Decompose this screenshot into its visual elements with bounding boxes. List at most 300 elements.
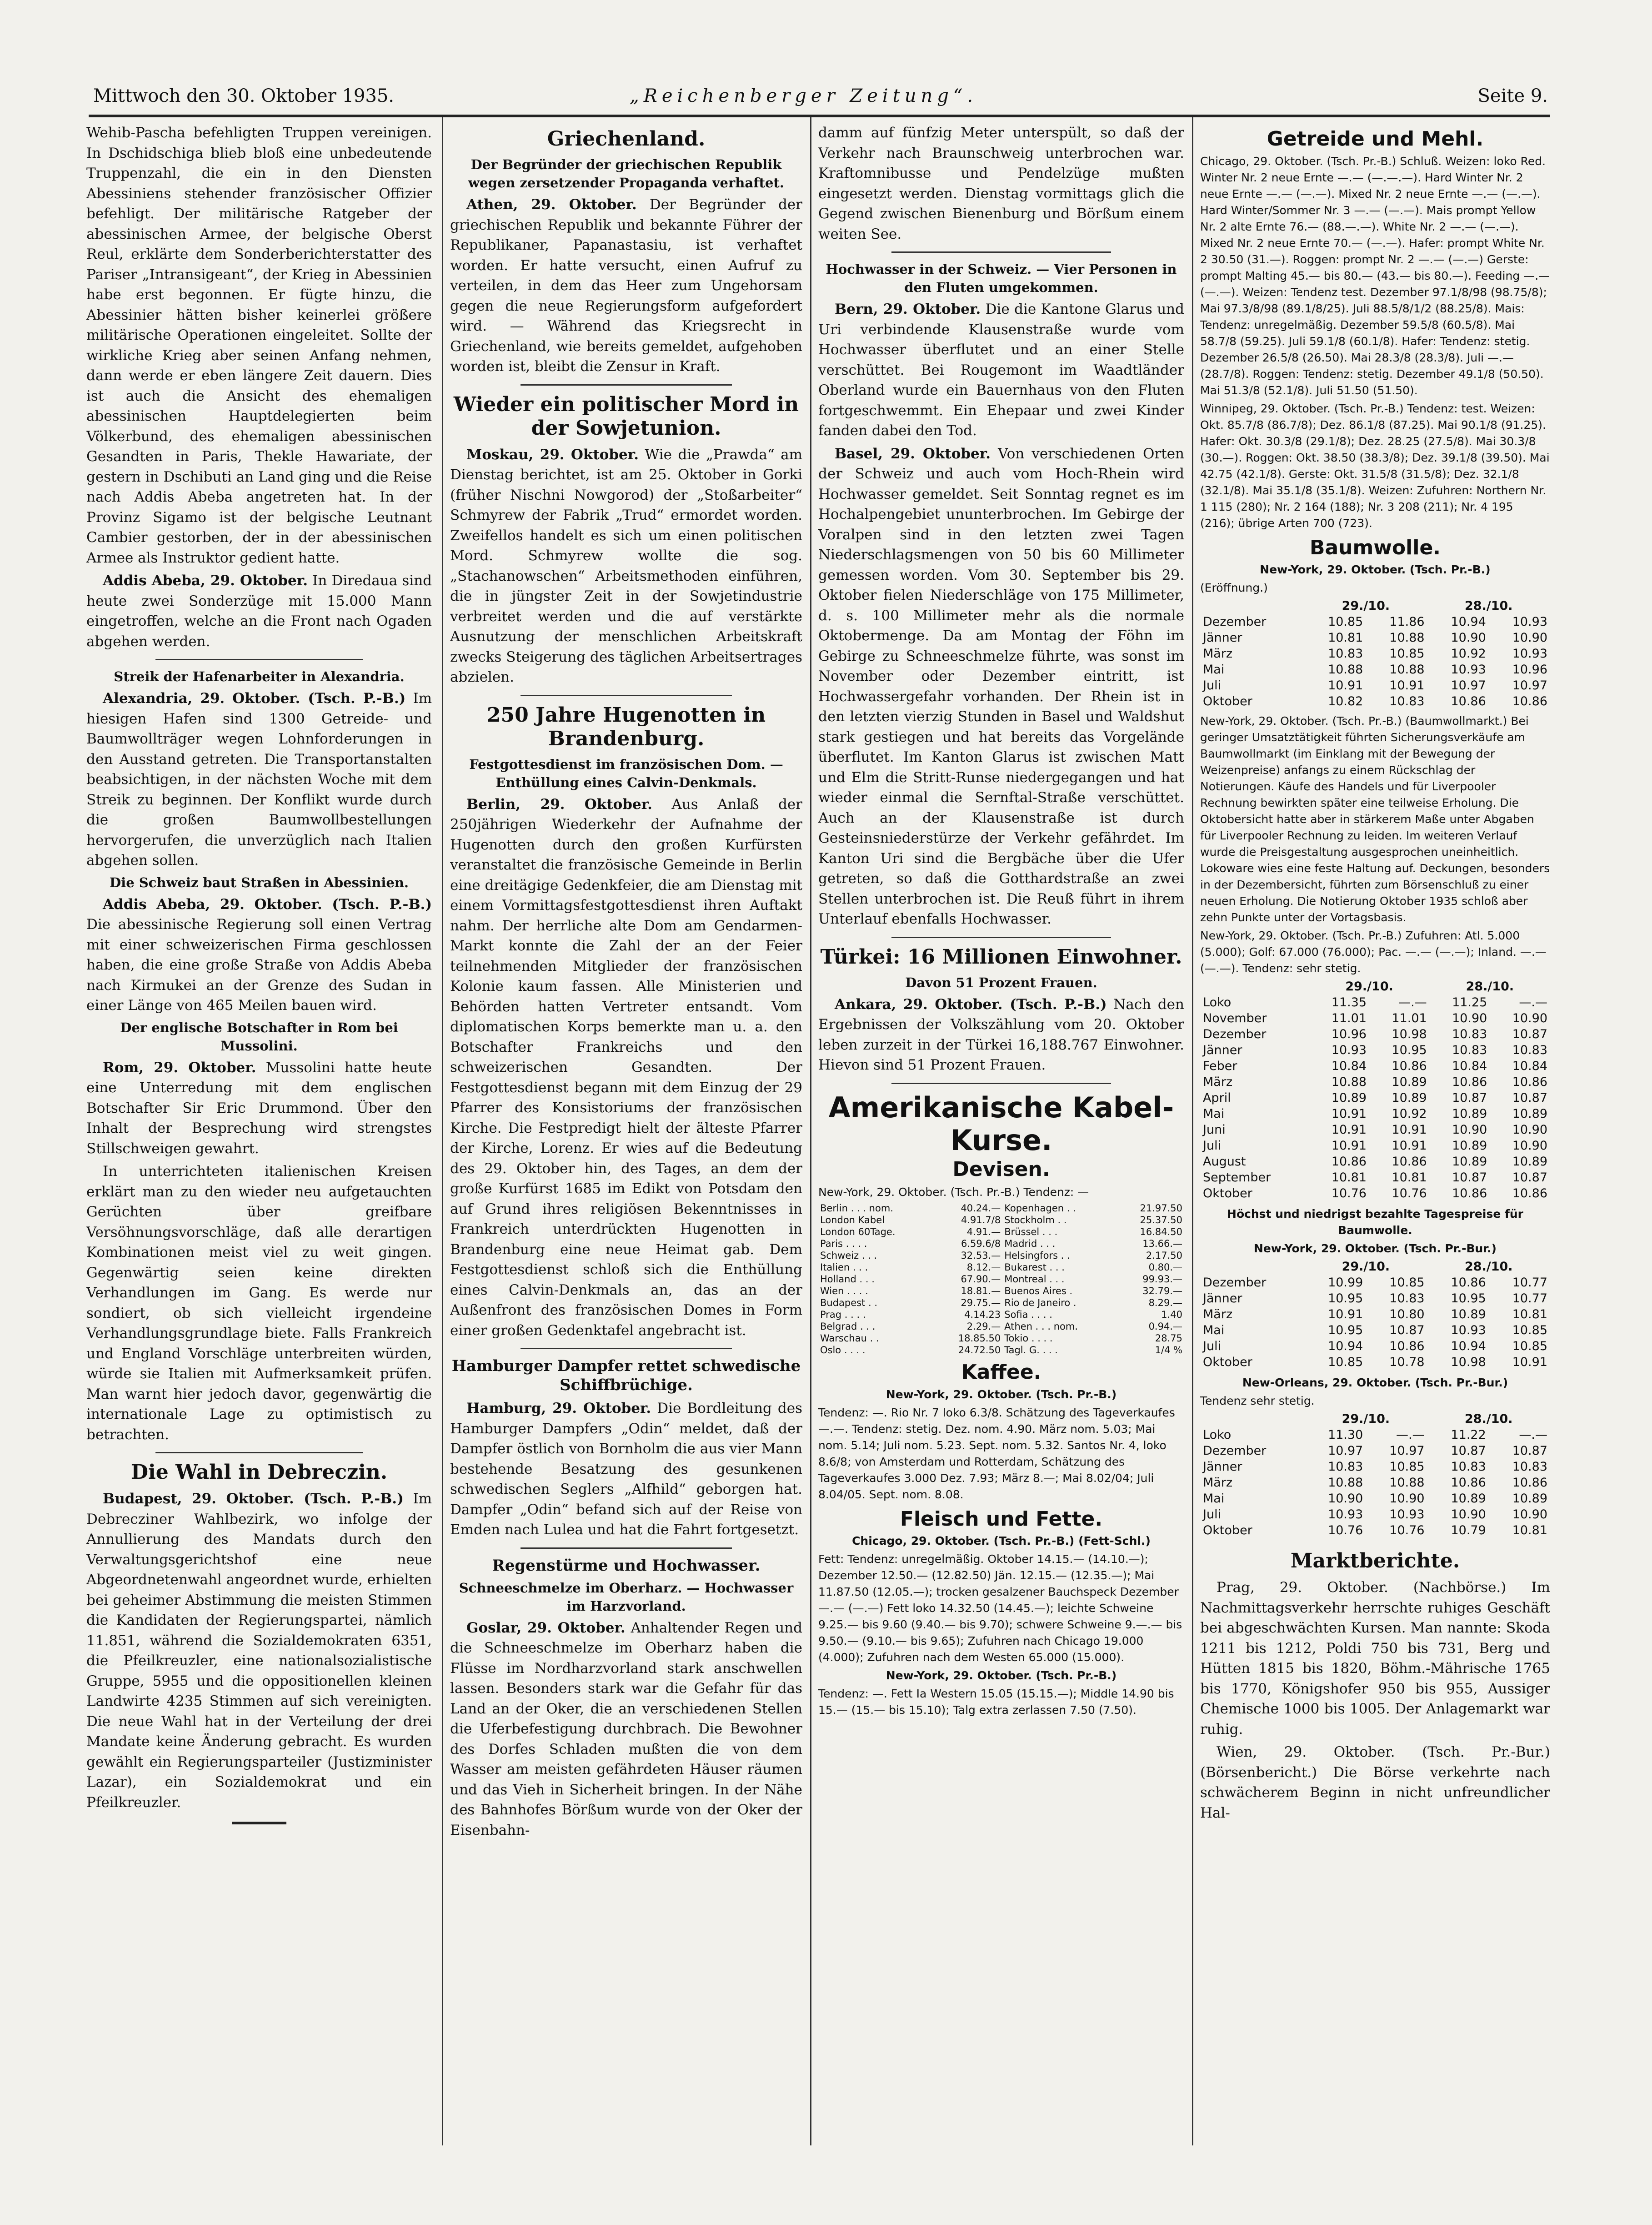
article-text: Addis Abeba, 29. Oktober. (Tsch. P.-B.) Die abessinische Regierung soll einen Vertrag mit einer schweizerischen Firma geschlossen haben, die eine große Straße von Addis Abeba nach Kirmukei an der Grenze des Sudan in einer Länge von 465 Meilen bauen wird. bbox=[86, 896, 432, 1014]
table-row bbox=[1200, 1010, 1550, 1026]
table-cell: 10.87 bbox=[1512, 1027, 1547, 1041]
table-cell: 10.90 bbox=[1512, 1011, 1547, 1025]
table-cell: 11.22 bbox=[1451, 1428, 1486, 1442]
table-cell: Oslo . . . . bbox=[820, 1345, 866, 1356]
table-cell: Montreal . . . bbox=[1004, 1274, 1065, 1285]
cotton3-title: Höchst und niedrigst bezahlte Tagespreise für Baumwolle. New-York, 29. Oktober. (Tsch. Pr.-Bur.) bbox=[1227, 1207, 1523, 1255]
baumwolle-title: Baumwolle. bbox=[1310, 536, 1441, 559]
table-cell: März bbox=[1203, 1476, 1233, 1490]
table-cell: 10.86 bbox=[1512, 1186, 1547, 1200]
article-text: Hamburg, 29. Oktober. Die Bordleitung des Hamburger Dampfers „Odin“ meldet, daß der Dampfer östlich von Bornholm die aus vier Mann bestehende Besatzung des gesunkenen schwedischen Seglers „Alfhild“ geborgen hat. Dampfer „Odin“ befand sich auf der Reise von Emden nach Lulea und hat die Fahrt fortgesetzt. bbox=[450, 1400, 802, 1538]
table-cell: 10.76 bbox=[1331, 1186, 1367, 1200]
table-cell: 10.81 bbox=[1392, 1170, 1427, 1185]
marktberichte-title: Marktberichte. bbox=[1290, 1549, 1460, 1572]
table-cell: 4.14.23 bbox=[964, 1309, 1001, 1320]
table-cell: 10.87 bbox=[1452, 1170, 1487, 1185]
dateline: Hamburg, 29. Oktober. bbox=[466, 1400, 651, 1416]
separator bbox=[891, 937, 1111, 938]
table-row bbox=[818, 1261, 1184, 1273]
table-cell: 10.88 bbox=[1389, 663, 1425, 677]
table-cell: 10.80 bbox=[1389, 1307, 1425, 1321]
article-text: Athen, 29. Oktober. Der Begründer der griechischen Republik und bekannte Führer der Republikaner, Papanastasiu, ist verhaftet worden. Er hatte versucht, einen Aufruf zu verteilen, in dem das Heer zum Ungehorsam gegen die neue Regierungsform aufgefordert wird. — Während das Kriegsrecht in Griechenland, wie bereits gemeldet, aufgehoben worden ist, bleibt die Zensur in Kraft. bbox=[450, 196, 802, 375]
column-header: 29./10. bbox=[1342, 599, 1390, 613]
table-row bbox=[1200, 1042, 1550, 1058]
table-cell: 10.94 bbox=[1451, 615, 1486, 629]
table-cell: 10.92 bbox=[1451, 647, 1486, 661]
table-cell: 10.85 bbox=[1512, 1323, 1547, 1337]
dateline: Bern, 29. Oktober. bbox=[835, 301, 981, 317]
table-cell: 10.91 bbox=[1328, 678, 1363, 693]
table-cell: 2.29.— bbox=[966, 1321, 1001, 1332]
separator bbox=[521, 1547, 732, 1549]
table-cell: 10.90 bbox=[1512, 1507, 1547, 1522]
column-divider bbox=[442, 117, 443, 2145]
dateline: Moskau, 29. Oktober. bbox=[466, 446, 639, 463]
table-cell: —.— bbox=[1519, 995, 1547, 1010]
table-cell: 8.12.— bbox=[966, 1262, 1001, 1273]
article-text: Bern, 29. Oktober. Die die Kantone Glarus und Uri verbindende Klausenstraße wurde vom Hochwasser überflutet und an einer Stelle verschüttet. Bei Rougemont im Waadtländer Oberland wurde ein Bauernhaus von den Fluten fortgeschwemmt. Ein Ehepaar und zwei Kinder fanden dabei den Tod. bbox=[818, 301, 1184, 439]
devisen-header: New-York, 29. Oktober. (Tsch. Pr.-B.) Tendenz: — bbox=[818, 1185, 1089, 1199]
table-row bbox=[1200, 1058, 1550, 1074]
cotton-table-new-orleans bbox=[1200, 1411, 1550, 1538]
table-cell: 10.85 bbox=[1328, 1355, 1363, 1369]
table-cell: 10.88 bbox=[1328, 663, 1363, 677]
dateline: Alexandria, 29. Oktober. (Tsch. P.-B.) bbox=[103, 690, 406, 707]
table-cell: Sofia . . . . bbox=[1004, 1309, 1052, 1320]
table-cell: Dezember bbox=[1203, 1276, 1267, 1290]
table-cell: 10.89 bbox=[1452, 1155, 1487, 1169]
table-cell: 10.76 bbox=[1389, 1523, 1425, 1537]
table-cell: 10.94 bbox=[1451, 1339, 1486, 1353]
table-cell: 10.93 bbox=[1451, 1323, 1486, 1337]
table-cell: 10.81 bbox=[1328, 631, 1363, 645]
table-cell: Juli bbox=[1203, 1139, 1221, 1153]
cotton-table-highlow bbox=[1200, 1259, 1550, 1370]
table-row bbox=[1200, 1138, 1550, 1154]
table-cell: Kopenhagen . . bbox=[1004, 1203, 1076, 1214]
table-cell: Loko bbox=[1203, 1428, 1231, 1442]
table-cell: 10.91 bbox=[1331, 1139, 1367, 1153]
table-cell: London Kabel bbox=[820, 1215, 885, 1226]
cotton-table-opening bbox=[1200, 598, 1550, 709]
table-row bbox=[1200, 1507, 1550, 1522]
table-row bbox=[1200, 1026, 1550, 1042]
table-cell: 10.97 bbox=[1451, 678, 1486, 693]
column-header: 29./10. bbox=[1342, 1260, 1390, 1274]
table-cell: 10.86 bbox=[1389, 1339, 1425, 1353]
table-cell: Mai bbox=[1203, 1107, 1225, 1121]
table-row bbox=[818, 1226, 1184, 1238]
table-cell: Madrid . . . bbox=[1004, 1238, 1056, 1249]
separator bbox=[891, 1083, 1111, 1084]
table-cell: 10.87 bbox=[1512, 1170, 1547, 1185]
table-cell: 29.75.— bbox=[961, 1297, 1001, 1308]
headline-turkey: Türkei: 16 Millionen Einwohner. bbox=[820, 945, 1182, 969]
table-cell: Prag . . . . bbox=[820, 1309, 866, 1320]
table-cell: Dezember bbox=[1203, 615, 1267, 629]
table-row bbox=[818, 1202, 1184, 1214]
article-text: Addis Abeba, 29. Oktober. In Diredaua sind heute zwei Sonderzüge mit 15.000 Mann eingetroffen, welche an die Front nach Ogaden abgehen werden. bbox=[86, 573, 432, 650]
table-cell: 10.81 bbox=[1512, 1523, 1547, 1537]
table-cell: 10.97 bbox=[1389, 1444, 1425, 1458]
table-cell: 10.94 bbox=[1328, 1339, 1363, 1353]
table-cell: 10.81 bbox=[1331, 1170, 1367, 1185]
table-cell: 10.90 bbox=[1512, 1139, 1547, 1153]
dateline: Ankara, 29. Oktober. (Tsch. P.-B.) bbox=[835, 996, 1107, 1013]
devisen-title: Devisen. bbox=[952, 1157, 1050, 1181]
table-cell: 11.30 bbox=[1328, 1428, 1363, 1442]
table-cell: 10.77 bbox=[1512, 1276, 1547, 1290]
table-cell: Mai bbox=[1203, 1323, 1225, 1337]
separator bbox=[521, 695, 732, 696]
column-divider bbox=[1192, 117, 1193, 2145]
issue-date: Mittwoch den 30. Oktober 1935. bbox=[93, 85, 394, 106]
column-divider bbox=[810, 117, 811, 2145]
table-cell: 10.97 bbox=[1512, 678, 1547, 693]
article-text: Moskau, 29. Oktober. Wie die „Prawda“ am Dienstag berichtet, ist am 25. Oktober in Gorki (früher Nischni Nowgorod) der „Stoßarbeiter“ Schmyrew der Fabrik „Trud“ ermordet worden. Zweifellos handelt es sich um einen politischen Mord. Schmyrew wollte die sog. „Stachanowschen“ Arbeitsmethoden einführen, die in jüngster Zeit in der Sowjetindustrie verbreitet werden und die auf verstärkte Ausnutzung der menschlichen Arbeitskraft zwecks Steigerung des täglichen Arbeitsertrages abzielen. bbox=[450, 446, 802, 685]
table-cell: Stockholm . . bbox=[1004, 1215, 1067, 1226]
table-cell: März bbox=[1203, 647, 1233, 661]
end-mark bbox=[232, 1822, 286, 1824]
table-cell: 10.90 bbox=[1389, 1492, 1425, 1506]
separator bbox=[521, 384, 732, 386]
kabel-kurse-title: Amerikanische Kabel-Kurse. bbox=[828, 1090, 1174, 1157]
article-text: Berlin, 29. Oktober. Aus Anlaß der 250jährigen Wiederkehr der Aufnahme der Hugenotten durch den großen Kurfürsten veranstaltet die französische Gemeinde in Berlin eine dreitägige Gedenkfeier, die am Dienstag mit einem Vormittagsfestgottesdienst ihren Auftakt nahm. Der herrliche alte Dom am Gendarmen-Markt konnte die Zahl der an der Feier teilnehmenden Mitglieder der französischen Kolonie kaum fassen. Alle Ministerien und Behörden hatten Vertreter entsandt. Vom diplomatischen Korps bemerkte man u. a. den Botschafter Frankreichs und den schweizerischen Gesandten. Der Festgottesdienst begann mit dem Einzug der 29 Pfarrer des Konsistoriums der französischen Kirche. Die Festpredigt hielt der älteste Pfarrer der Kirche, Lorenz. Er wies auf die Bedeutung des 29. Oktober hin, des Tages, an dem der große Kurfürst 1685 im Edikt von Potsdam den auf Grund ihres religiösen Bekenntnisses in Frankreich unterdrückten Hugenotten in Brandenburg eine neue Heimat gab. Dem Festgottesdienst schloß sich die Enthüllung eines Calvin-Denkmals an, das an der Außenfront des französischen Domes in Form einer großen Gedenktafel angebracht ist. bbox=[450, 796, 802, 1339]
table-cell: Tagl. G. . . . bbox=[1004, 1345, 1058, 1356]
article-text: damm auf fünfzig Meter unterspült, so daß der Verkehr nach Braunschweig unterbrochen war. Kraftomnibusse und Pendelzüge mußten eingesetzt werden. Dienstag vormittags glich die Gegend zwischen Bienenburg und Börßum einem weiten See. bbox=[818, 125, 1184, 242]
headline-murder: Wieder ein politischer Mord in der Sowjetunion. bbox=[453, 392, 799, 440]
table-cell: —.— bbox=[1396, 1428, 1425, 1442]
column-header: 29./10. bbox=[1342, 1412, 1390, 1426]
table-cell: 11.35 bbox=[1331, 995, 1367, 1010]
table-cell: 10.91 bbox=[1389, 678, 1425, 693]
fleisch-fette-title: Fleisch und Fette. bbox=[900, 1507, 1103, 1531]
table-cell: Feber bbox=[1203, 1059, 1237, 1073]
table-header-row bbox=[1200, 1411, 1550, 1427]
table-row bbox=[818, 1250, 1184, 1261]
table-row bbox=[1200, 1074, 1550, 1090]
table-cell: 10.90 bbox=[1452, 1011, 1487, 1025]
table-cell: 0.94.— bbox=[1148, 1321, 1182, 1332]
column-1 bbox=[86, 123, 432, 2142]
table-cell: —.— bbox=[1398, 995, 1427, 1010]
article-text: Rom, 29. Oktober. Mussolini hatte heute eine Unterredung mit dem englischen Botschafter Sir Eric Drummond. Über den Inhalt der Besprechung wird strengstes Stillschweigen gewahrt. bbox=[86, 1059, 432, 1157]
table-row bbox=[1200, 1354, 1550, 1370]
table-cell: 10.86 bbox=[1451, 1276, 1486, 1290]
table-cell: 10.78 bbox=[1389, 1355, 1425, 1369]
table-row bbox=[1200, 693, 1550, 709]
table-row bbox=[1200, 630, 1550, 646]
table-row bbox=[1200, 1443, 1550, 1459]
table-cell: Italien . . . bbox=[820, 1262, 868, 1273]
table-cell: 10.90 bbox=[1451, 631, 1486, 645]
table-cell: 10.93 bbox=[1389, 1507, 1425, 1522]
table-cell: 10.93 bbox=[1331, 1043, 1367, 1057]
table-cell: 10.87 bbox=[1389, 1323, 1425, 1337]
table-cell: 10.84 bbox=[1512, 1059, 1547, 1073]
table-row bbox=[1200, 1291, 1550, 1306]
table-cell: 10.83 bbox=[1389, 1291, 1425, 1306]
table-cell: 10.86 bbox=[1392, 1059, 1427, 1073]
table-cell: 10.81 bbox=[1512, 1307, 1547, 1321]
table-cell: 11.25 bbox=[1452, 995, 1487, 1010]
table-cell: 10.83 bbox=[1452, 1027, 1487, 1041]
article-text: Alexandria, 29. Oktober. (Tsch. P.-B.) Im hiesigen Hafen sind 1300 Getreide- und Baumwollträger wegen Lohnforderungen in den Ausstand getreten. Die Transportanstalten beabsichtigen, in der nächsten Woche mit dem Streik zu beginnen. Der Konflikt wurde durch die großen Baumwollbestellungen hervorgerufen, die unverzüglich nach Italien abgehen sollen. bbox=[86, 690, 432, 869]
table-cell: Holland . . . bbox=[820, 1274, 875, 1285]
kaffee-title: Kaffee. bbox=[961, 1361, 1041, 1384]
column-header: 28./10. bbox=[1465, 1412, 1513, 1426]
cotton2-header: New-York, 29. Oktober. (Tsch. Pr.-B.) Zufuhren: Atl. 5.000 (5.000); Golf: 67.000 (76.000); Pac. —.— (—.—); Inland. —.— (—.—). Tendenz: sehr stetig. bbox=[1200, 929, 1547, 975]
article-text: Wien, 29. Oktober. (Tsch. Pr.-Bur.) (Börsenbericht.) Die Börse verkehrte nach schwächerem Beginn in nicht unfreundlicher Hal- bbox=[1200, 1744, 1550, 1821]
table-cell: Loko bbox=[1203, 995, 1231, 1010]
table-cell: 0.80.— bbox=[1148, 1262, 1182, 1273]
article-text: Ankara, 29. Oktober. (Tsch. P.-B.) Nach den Ergebnissen der Volkszählung vom 20. Oktober leben zurzeit in der Türkei 16,188.767 Einwohner. Hievon sind 51 Prozent Frauen. bbox=[818, 996, 1184, 1073]
table-cell: Helsingfors . . bbox=[1004, 1250, 1070, 1261]
table-cell: 10.91 bbox=[1328, 1307, 1363, 1321]
table-cell: Dezember bbox=[1203, 1027, 1267, 1041]
table-cell: 10.91 bbox=[1331, 1107, 1367, 1121]
table-cell: 10.91 bbox=[1512, 1355, 1547, 1369]
table-cell: 10.90 bbox=[1328, 1492, 1363, 1506]
table-row bbox=[1200, 1154, 1550, 1170]
table-cell: Bukarest . . . bbox=[1004, 1262, 1065, 1273]
table-cell: 10.90 bbox=[1452, 1123, 1487, 1137]
table-cell: 10.86 bbox=[1451, 694, 1486, 708]
table-cell: 10.95 bbox=[1328, 1323, 1363, 1337]
table-cell: Warschau . . bbox=[820, 1333, 879, 1344]
table-cell: 10.86 bbox=[1512, 694, 1547, 708]
separator bbox=[155, 659, 363, 660]
table-cell: Buenos Aires . bbox=[1004, 1286, 1073, 1296]
table-cell: Jänner bbox=[1203, 1291, 1242, 1306]
table-cell: August bbox=[1203, 1155, 1246, 1169]
table-cell: 10.90 bbox=[1512, 1123, 1547, 1137]
table-header-row bbox=[1200, 979, 1550, 994]
table-cell: 10.85 bbox=[1389, 1460, 1425, 1474]
headline-greece: Griechenland. bbox=[547, 127, 706, 151]
table-cell: 4.91.— bbox=[966, 1226, 1001, 1237]
table-row bbox=[1200, 678, 1550, 693]
table-cell: 10.83 bbox=[1512, 1460, 1547, 1474]
table-cell: 10.88 bbox=[1331, 1075, 1367, 1089]
table-cell: 10.89 bbox=[1451, 1307, 1486, 1321]
table-row bbox=[1200, 1306, 1550, 1322]
article-text: In unterrichteten italienischen Kreisen erklärt man zu den wieder neu aufgetauchten Gerüchten über greifbare Versöhnungsvorschläge, daß alle derartigen Kombinationen meist viel zu weit gingen. Gegenwärtig seien keine direkten Verhandlungen im Gang. Es werde nur sondiert, ob sich vielleicht irgendeine Verhandlungsgrundlage biete. Falls Frankreich und England Vorschläge unterbreiten würden, würde sie Italien mit Aufmerksamkeit prüfen. Man warnt hier jedoch davor, gegenwärtig die internationale Lage zu optimistisch zu betrachten. bbox=[86, 1163, 432, 1443]
table-cell: 10.99 bbox=[1328, 1276, 1363, 1290]
dateline: Athen, 29. Oktober. bbox=[466, 196, 637, 213]
table-cell: 10.91 bbox=[1392, 1123, 1427, 1137]
table-row bbox=[1200, 994, 1550, 1010]
table-cell: Mai bbox=[1203, 663, 1225, 677]
table-row bbox=[1200, 1090, 1550, 1106]
table-cell: 99.93.— bbox=[1142, 1274, 1182, 1285]
article-text: Budapest, 29. Oktober. (Tsch. P.-B.) Im Debrecziner Wahlbezirk, wo infolge der Annullierung des Mandats durch den Verwaltungsgerichtshof eine neue Abgeordnetenwahl angeordnet wurde, erhielten bei geheimer Abstimmung die meisten Stimmen die Kandidaten der Regierungspartei, nämlich 11.851, während die Sozialdemokraten 6351, die Pfeilkreuzler, eine nationalsozialistische Gruppe, 5955 und die oppositionellen kleinen Landwirte 4235 Stimmen auf sich vereinigten. Die neue Wahl hat in der Verteilung der drei Mandate keine Änderung gebracht. Es wurden gewählt ein Regierungsparteiler (Justizminister Lazar), ein Sozialdemokrat und ein Pfeilkreuzler. bbox=[86, 1491, 432, 1811]
table-row bbox=[1200, 1170, 1550, 1185]
table-cell: 10.89 bbox=[1451, 1492, 1486, 1506]
table-cell: Juli bbox=[1203, 1507, 1221, 1522]
table-cell: 10.85 bbox=[1328, 615, 1363, 629]
table-cell: 10.86 bbox=[1452, 1075, 1487, 1089]
table-cell: Tokio . . . . bbox=[1004, 1333, 1053, 1344]
devisen-table bbox=[818, 1202, 1184, 1356]
column-2 bbox=[450, 123, 802, 2142]
table-row bbox=[1200, 1185, 1550, 1201]
table-row bbox=[1200, 1338, 1550, 1354]
table-row bbox=[818, 1238, 1184, 1250]
table-cell: 24.72.50 bbox=[958, 1345, 1001, 1356]
table-cell: 16.84.50 bbox=[1140, 1226, 1182, 1237]
table-cell: 10.98 bbox=[1451, 1355, 1486, 1369]
column-4 bbox=[1200, 123, 1550, 2142]
table-cell: 21.97.50 bbox=[1140, 1203, 1182, 1214]
column-header: 28./10. bbox=[1465, 1260, 1513, 1274]
table-cell: 10.83 bbox=[1512, 1043, 1547, 1057]
table-cell: Oktober bbox=[1203, 1523, 1252, 1537]
table-row bbox=[818, 1332, 1184, 1344]
table-row bbox=[1200, 1106, 1550, 1122]
cotton-market-report: New-York, 29. Oktober. (Tsch. Pr.-B.) (Baumwollmarkt.) Bei geringer Umsatztätigkeit führten Sicherungsverkäufe am Baumwollmarkt (im Einklang mit der Bewegung der Weizenpreise) anfangs zu einem Rückschlag der Notierungen. Käufe des Handels und für Liverpooler Rechnung bewirkten später eine teilweise Erholung. Die Oktobersicht hatte aber in stärkerem Maße unter Abgaben für Liverpooler Rechnung zu leiden. Im weiteren Verlauf wurde die Preisgestaltung ausgesprochen uneinheitlich. Lokoware wies eine feste Haltung auf. Deckungen, besonders in der Dezembersicht, führten zum Börsenschluß zu einer neuen Erholung. Die Notierung Oktober 1935 schloß aber zehn Punkte unter der Vortagsbasis. bbox=[1200, 714, 1550, 924]
table-cell: —.— bbox=[1519, 1428, 1547, 1442]
table-cell: Dezember bbox=[1203, 1444, 1267, 1458]
table-header-row bbox=[1200, 1259, 1550, 1275]
table-cell: 10.83 bbox=[1328, 1460, 1363, 1474]
table-cell: 10.93 bbox=[1512, 615, 1547, 629]
article-text: Basel, 29. Oktober. Von verschiedenen Orten der Schweiz und auch vom Hoch-Rhein wird Hochwasser gemeldet. Seit Sonntag regnet es im Hochalpengebiet ununterbrochen. Im Gebirge der Voralpen sind in den letzten zwei Tagen Niederschlagsmengen von 50 bis 60 Millimeter gemessen worden. Vom 30. September bis 29. Oktober fielen Niederschläge von 175 Millimeter, d. s. 100 Millimeter mehr als die normale Oktobermenge. Da am Montag der Föhn im Gebirge zu Schneeschmelze führte, was sonst im November oder Dezember eintritt, ist Hochwassergefahr vorhanden. Der Rhein ist in den letzten vierzig Stunden in Basel und Waldshut stark gestiegen und hat bereits das Vorgelände überflutet. Im Kanton Glarus ist zwischen Matt und Elm die Stritt-Runse niedergegangen und hat wieder einmal die Sernftal-Straße verschüttet. Auch an der Klausenstraße ist durch Gesteinsniederstürze der Verkehr gefährdet. Im Kanton Uri sind die Bergbäche über die Ufer getreten, so daß die Gotthardstraße an zwei Stellen unterbrochen ist. Die Reuß führt in ihrem Unterlauf ebenfalls Hochwasser. bbox=[818, 445, 1184, 927]
table-cell: Mai bbox=[1203, 1492, 1225, 1506]
table-row bbox=[1200, 646, 1550, 662]
table-cell: 40.24.— bbox=[961, 1203, 1001, 1214]
table-cell: 10.89 bbox=[1331, 1091, 1367, 1105]
table-cell: 11.01 bbox=[1392, 1011, 1427, 1025]
table-cell: 10.89 bbox=[1512, 1492, 1547, 1506]
table-cell: 18.81.— bbox=[961, 1286, 1001, 1296]
table-cell: Oktober bbox=[1203, 1355, 1252, 1369]
table-row bbox=[1200, 662, 1550, 678]
table-cell: September bbox=[1203, 1170, 1271, 1185]
table-cell: 67.90.— bbox=[961, 1274, 1001, 1285]
table-cell: 1/4 % bbox=[1155, 1345, 1182, 1356]
table-cell: 10.85 bbox=[1512, 1339, 1547, 1353]
table-cell: 10.79 bbox=[1451, 1523, 1486, 1537]
kaffee-report: New-York, 29. Oktober. (Tsch. Pr.-B.) Tendenz: —. Rio Nr. 7 loko 6.3/8. Schätzung des Tageverkaufes —.—. Tendenz: stetig. Dez. nom. 4.90. März nom. 5.03; Mai nom. 5.14; Juli nom. 5.23. Sept. nom. 5.32. Santos Nr. 4, loko 8.6/8; von Amsterdam und Rotterdam, Schätzung des Tageverkaufes 3.000 Dez. 7.93; März 8.—; Mai 8.02/04; Juli 8.04/05. Sept. nom. 8.08. bbox=[818, 1387, 1175, 1501]
table-row bbox=[818, 1273, 1184, 1285]
table-cell: 13.66.— bbox=[1142, 1238, 1182, 1249]
table-cell: 6.59.6/8 bbox=[961, 1238, 1001, 1249]
table-cell: 10.88 bbox=[1389, 631, 1425, 645]
table-row bbox=[1200, 1275, 1550, 1291]
table-cell: 10.84 bbox=[1331, 1059, 1367, 1073]
dateline: Budapest, 29. Oktober. (Tsch. P.-B.) bbox=[103, 1491, 404, 1507]
table-cell: 10.76 bbox=[1392, 1186, 1427, 1200]
table-cell: 10.97 bbox=[1328, 1444, 1363, 1458]
table-cell: 10.86 bbox=[1512, 1476, 1547, 1490]
headline-swiss-flood: Hochwasser in der Schweiz. — Vier Personen in den Fluten umgekommen. bbox=[826, 261, 1177, 295]
table-cell: Juli bbox=[1203, 678, 1221, 693]
header-rule bbox=[89, 115, 1550, 117]
table-cell: Oktober bbox=[1203, 1186, 1252, 1200]
table-cell: 10.88 bbox=[1328, 1476, 1363, 1490]
table-cell: 28.75 bbox=[1155, 1333, 1182, 1344]
table-cell: 4.91.7/8 bbox=[961, 1215, 1001, 1226]
separator bbox=[521, 1348, 732, 1349]
table-cell: 11.01 bbox=[1331, 1011, 1367, 1025]
subheadline-greece: Der Begründer der griechischen Republik wegen zersetzender Propaganda verhaftet. bbox=[468, 157, 784, 191]
table-row bbox=[1200, 1522, 1550, 1538]
table-cell: März bbox=[1203, 1075, 1233, 1089]
table-cell: Jänner bbox=[1203, 1460, 1242, 1474]
table-cell: Rio de Janeiro . bbox=[1004, 1297, 1076, 1308]
table-cell: 32.79.— bbox=[1142, 1286, 1182, 1296]
column-header: 28./10. bbox=[1465, 599, 1513, 613]
table-cell: 10.89 bbox=[1512, 1155, 1547, 1169]
page-number: Seite 9. bbox=[1477, 85, 1548, 106]
article-text: Wehib-Pascha befehligten Truppen vereinigen. In Dschidschiga blieb bloß eine unbedeutende Truppenzahl, die ein in den Diensten Abessiniens stehender französischer Offizier befehligt. Der militärische Ratgeber der abessinischen Armee, der belgische Oberst Reul, erklärte dem Sonderberichterstatter des Pariser „Intransigeant“, der Krieg in Abessinien habe erst begonnen. Er fügte hinzu, die Abessinier hätten bisher keinerlei größere militärische Operationen eingeleitet. Sollte der wirkliche Krieg aber seinen Anfang nehmen, dann werde er eben längere Zeit dauern. Dies ist auch die Ansicht des ehemaligen abessinischen Hauptdelegierten beim Völkerbund, des ehemaligen abessinischen Gesandten in Paris, Thekle Hawariate, der gestern in Dschibuti an Land ging und die Reise nach Addis Abeba angetreten hat. In der Provinz Sigamo ist der belgische Leutnant Cambier gestorben, der in der abessinischen Armee als Instruktor gedient hatte. bbox=[86, 125, 432, 566]
table-cell: 10.89 bbox=[1392, 1075, 1427, 1089]
fleisch-fette-report: Chicago, 29. Oktober. (Tsch. Pr.-B.) (Fett-Schl.) Fett: Tendenz: unregelmäßig. Oktober 14.15.— (14.10.—); Dezember 12.50.— (12.82.50) Jän. 12.15.— (12.35.—); Mai 11.87.50 (12.05.—); trocken gesalzener Bauchspeck Dezember —.— (—.—) Fett loko 14.32.50 (14.45.—); leichte Schweine 9.25.— bis 9.60 (9.40.— bis 9.70); schwere Schweine 9.—.— bis 9.50.— (9.10.— bis 9.65); Zufuhren nach Chicago 19.000 (4.000); Zufuhren nach dem Westen 65.000 (15.000). New-York, 29. Oktober. (Tsch. Pr.-B.) Tendenz: —. Fett Ia Western 15.05 (15.15.—); Middle 14.90 bis 15.— (15.— bis 15.10); Talg extra zerlassen 7.50 (7.50). bbox=[818, 1534, 1182, 1717]
subheadline-storms: Schneeschmelze im Oberharz. — Hochwasser im Harzvorland. bbox=[459, 1580, 794, 1614]
table-row bbox=[1200, 1427, 1550, 1443]
article-text: Goslar, 29. Oktober. Anhaltender Regen und die Schneeschmelze im Oberharz haben die Flüsse im Nordharzvorland stark anschwellen lassen. Besonders stark war die Gefahr für das Land an der Oker, die an verschiedenen Stellen die Uferbefestigung durchbrach. Die Bewohner des Dorfes Schladen mußten die von dem Wasser am meisten gefährdeten Häuser räumen und das Vieh in Sicherheit bringen. In der Nähe des Bahnhofes Börßum wurde von der Oker der Eisenbahn- bbox=[450, 1619, 802, 1838]
headline-huguenots: 250 Jahre Hugenotten in Brandenburg. bbox=[486, 703, 766, 750]
table-cell: 1.40 bbox=[1161, 1309, 1182, 1320]
table-row bbox=[818, 1214, 1184, 1226]
table-header-row bbox=[1200, 598, 1550, 614]
table-row bbox=[818, 1344, 1184, 1356]
table-cell: 10.86 bbox=[1512, 1075, 1547, 1089]
table-cell: 10.88 bbox=[1389, 1476, 1425, 1490]
table-row bbox=[1200, 1491, 1550, 1507]
table-cell: Brüssel . . . bbox=[1004, 1226, 1058, 1237]
table-row bbox=[818, 1297, 1184, 1309]
table-cell: Belgrad . . . bbox=[820, 1321, 876, 1332]
table-row bbox=[818, 1309, 1184, 1321]
table-cell: Wien . . . . bbox=[820, 1286, 868, 1296]
table-cell: 10.85 bbox=[1389, 1276, 1425, 1290]
page-header bbox=[93, 85, 1548, 117]
table-cell: Oktober bbox=[1203, 694, 1252, 708]
table-cell: Berlin . . . nom. bbox=[820, 1203, 893, 1214]
headline-envoy: Der englische Botschafter in Rom bei Mussolini. bbox=[120, 1020, 398, 1054]
table-cell: 10.76 bbox=[1328, 1523, 1363, 1537]
table-cell: 10.96 bbox=[1331, 1027, 1367, 1041]
table-row bbox=[1200, 1322, 1550, 1338]
table-cell: 10.89 bbox=[1392, 1091, 1427, 1105]
table-row bbox=[1200, 1122, 1550, 1138]
dateline: Rom, 29. Oktober. bbox=[103, 1059, 256, 1076]
table-row bbox=[1200, 1459, 1550, 1475]
table-cell: 10.93 bbox=[1451, 663, 1486, 677]
table-cell: 10.83 bbox=[1451, 1460, 1486, 1474]
table-cell: November bbox=[1203, 1011, 1267, 1025]
table-cell: 18.85.50 bbox=[958, 1333, 1001, 1344]
table-cell: 10.87 bbox=[1512, 1444, 1547, 1458]
table-row bbox=[1200, 614, 1550, 630]
table-cell: 10.92 bbox=[1392, 1107, 1427, 1121]
table-cell: 10.83 bbox=[1328, 647, 1363, 661]
table-cell: 10.84 bbox=[1452, 1059, 1487, 1073]
table-cell: Athen . . . nom. bbox=[1004, 1321, 1078, 1332]
table-row bbox=[1200, 1475, 1550, 1491]
table-cell: Budapest . . bbox=[820, 1297, 878, 1308]
table-cell: 10.98 bbox=[1392, 1027, 1427, 1041]
table-cell: 10.77 bbox=[1512, 1291, 1547, 1306]
table-cell: April bbox=[1203, 1091, 1231, 1105]
getreide-title: Getreide und Mehl. bbox=[1267, 127, 1484, 151]
dateline: Addis Abeba, 29. Oktober. (Tsch. P.-B.) bbox=[103, 896, 432, 913]
headline-storms: Regenstürme und Hochwasser. bbox=[492, 1556, 761, 1575]
table-cell: Paris . . . . bbox=[820, 1238, 867, 1249]
separator bbox=[155, 1452, 363, 1453]
